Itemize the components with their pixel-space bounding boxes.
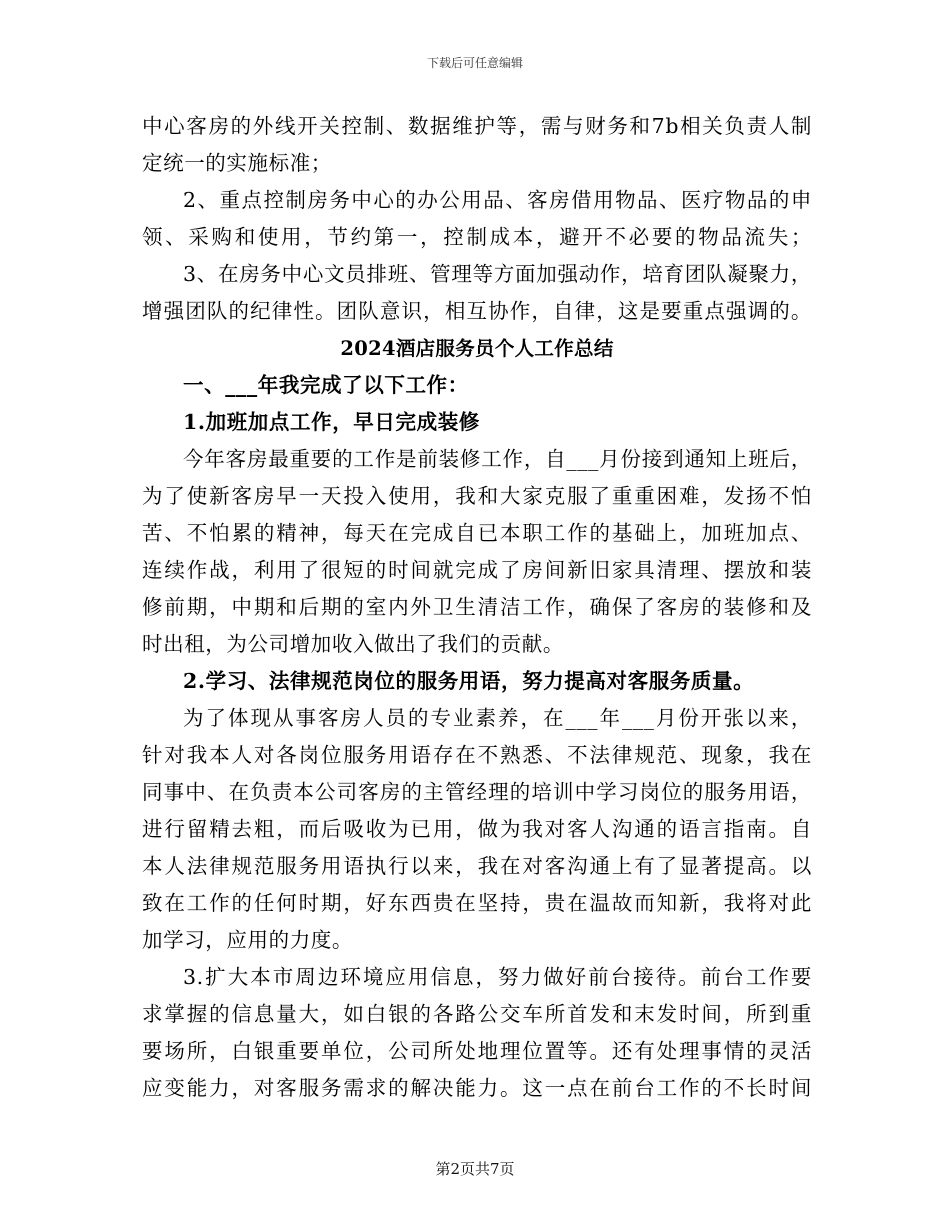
section-title: 2024酒店服务员个人工作总结 xyxy=(340,337,614,360)
subheading: 2.学习、法律规范岗位的服务用语，努力提高对客服务质量。 xyxy=(183,669,755,693)
text-line: 领、采购和使用，节约第一，控制成本，避开不必要的物品流失； xyxy=(142,225,812,249)
text-line: 针对我本人对各岗位服务用语存在不熟悉、不法律规范、现象，我在 xyxy=(142,743,812,767)
text-line: 苦、不怕累的精神，每天在完成自已本职工作的基础上，加班加点、 xyxy=(142,521,812,545)
text-line: 连续作战，利用了很短的时间就完成了房间新旧家具清理、摆放和装 xyxy=(142,558,812,582)
text-line: 为了使新客房早一天投入使用，我和大家克服了重重困难，发扬不怕 xyxy=(142,484,812,508)
paragraph-first-line: 今年客房最重要的工作是前装修工作，自___月份接到通知上班后， xyxy=(183,447,812,471)
text-line: 加学习，应用的力度。 xyxy=(142,928,353,952)
paragraph-first-line: 2、重点控制房务中心的办公用品、客房借用物品、医疗物品的申 xyxy=(183,188,812,212)
section-heading: 一、___年我完成了以下工作： xyxy=(183,373,469,397)
text-line: 进行留精去粗，而后吸收为已用，做为我对客人沟通的语言指南。自 xyxy=(142,817,812,841)
text-line: 同事中、在负责本公司客房的主管经理的培训中学习岗位的服务用语， xyxy=(142,780,812,804)
text-line: 增强团队的纪律性。团队意识，相互协作，自律，这是要重点强调的。 xyxy=(142,299,812,323)
text-line: 应变能力，对客服务需求的解决能力。这一点在前台工作的不长时间 xyxy=(142,1076,812,1100)
text-line: 致在工作的任何时期，好东西贵在坚持，贵在温故而知新，我将对此 xyxy=(142,891,812,915)
text-line: 定统一的实施标准； xyxy=(142,151,332,175)
text-line: 求掌握的信息量大，如白银的各路公交车所首发和末发时间，所到重 xyxy=(142,1002,812,1026)
text-line: 中心客房的外线开关控制、数据维护等，需与财务和7b相关负责人制 xyxy=(142,114,812,138)
paragraph-first-line: 3、在房务中心文员排班、管理等方面加强动作，培育团队凝聚力， xyxy=(183,262,812,286)
paragraph-first-line: 为了体现从事客房人员的专业素养，在___年___月份开张以来， xyxy=(183,706,812,730)
document-body xyxy=(142,108,812,1107)
text-line: 时出租，为公司增加收入做出了我们的贡献。 xyxy=(142,632,564,656)
text-line: 修前期，中期和后期的室内外卫生清洁工作，确保了客房的装修和及 xyxy=(142,595,812,619)
text-line: 本人法律规范服务用语执行以来，我在对客沟通上有了显著提高。以 xyxy=(142,854,812,878)
page-number: 第2页共7页 xyxy=(435,1160,515,1178)
paragraph-first-line: 3.扩大本市周边环境应用信息，努力做好前台接待。前台工作要 xyxy=(183,965,812,989)
text-line: 要场所，白银重要单位，公司所处地理位置等。还有处理事情的灵活 xyxy=(142,1039,812,1063)
header-note: 下载后可任意编辑 xyxy=(426,56,523,70)
subheading: 1.加班加点工作，早日完成装修 xyxy=(183,410,480,434)
